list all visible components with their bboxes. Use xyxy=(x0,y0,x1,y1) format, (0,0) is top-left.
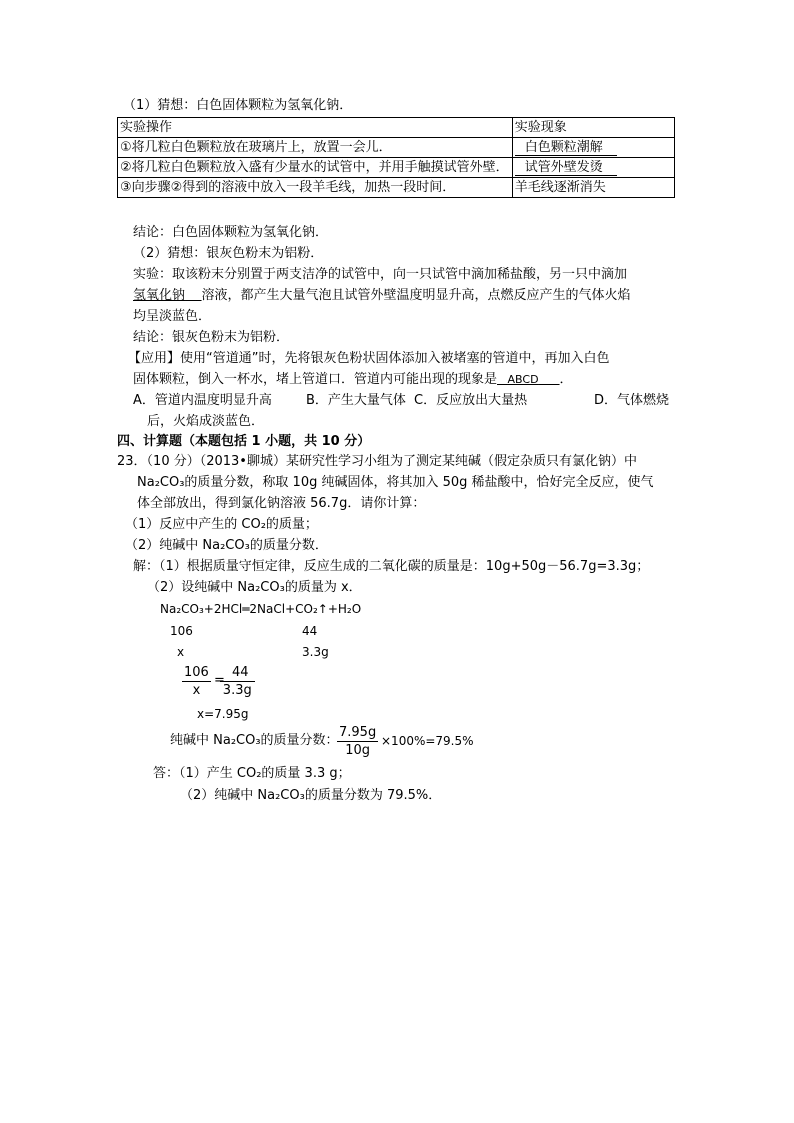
text: ． xyxy=(559,372,573,387)
phenomenon-cell xyxy=(512,158,674,178)
experiment-line-2 xyxy=(133,288,631,304)
guess-2: （2）猜想：银灰色粉末为铝粉． xyxy=(133,246,324,261)
question-sub-1: （1）反应中产生的 CO₂的质量； xyxy=(125,517,318,532)
answer-blank: 白色颗粒潮解 xyxy=(515,140,617,156)
option-b: B．产生大量气体 xyxy=(306,393,406,408)
question-line-3: 体全部放出，得到氯化钠溶液 56.7g．请你计算： xyxy=(137,496,426,511)
ratio-left xyxy=(182,664,211,699)
option-a: A．管道内温度明显升高 xyxy=(133,393,272,408)
table-row xyxy=(118,178,675,198)
answer-text: 氢氧化钠 xyxy=(133,288,186,303)
ratio-right xyxy=(220,664,255,699)
text: 溶液，都产生大量气泡且试管外壁温度明显升高，点燃反应产生的气体火焰 xyxy=(201,288,631,303)
conclusion-1: 结论：白色固体颗粒为氢氧化钠． xyxy=(133,225,329,240)
phenomenon-cell xyxy=(512,138,674,158)
chemical-equation: Na₂CO₃+2HCl═2NaCl+CO₂↑+H₂O xyxy=(160,602,362,616)
question-sub-2: （2）纯碱中 Na₂CO₃的质量分数． xyxy=(125,538,328,553)
table-row xyxy=(118,138,675,158)
denominator: 3.3g xyxy=(222,683,252,698)
header-operation: 实验操作 xyxy=(118,118,513,138)
operation-cell: ③向步骤②得到的溶液中放入一段羊毛线，加热一段时间． xyxy=(118,178,513,198)
operation-cell: ①将几粒白色颗粒放在玻璃片上，放置一会儿． xyxy=(118,138,513,158)
solution-line-1: 解：（1）根据质量守恒定律，反应生成的二氧化碳的质量是：10g+50g－56.7g=3.3g； xyxy=(133,559,650,574)
text: 固体颗粒，倒入一杯水，堵上管道口．管道内可能出现的现象是 xyxy=(133,372,498,387)
experiment-table xyxy=(117,117,675,198)
experiment-line-3: 均呈淡蓝色． xyxy=(133,309,212,324)
denominator: 10g xyxy=(345,743,370,758)
answer-blank: 试管外壁发烫 xyxy=(515,160,617,176)
answer-blank xyxy=(497,373,560,386)
operation-cell: ②将几粒白色颗粒放入盛有少量水的试管中，并用手触摸试管外壁． xyxy=(118,158,513,178)
solution-line-2: （2）设纯碱中 Na₂CO₃的质量为 x． xyxy=(147,580,362,595)
denominator: x xyxy=(192,683,201,698)
answer-line-2: （2）纯碱中 Na₂CO₃的质量分数为 79.5%． xyxy=(180,788,442,803)
conclusion-2: 结论：银灰色粉末为铝粉． xyxy=(133,330,290,345)
mass-co2: 3.3g xyxy=(302,645,329,659)
molar-mass-co2: 44 xyxy=(302,624,318,638)
fraction-label: 纯碱中 Na₂CO₃的质量分数： xyxy=(170,733,339,748)
option-d-continued: 后，火焰成淡蓝色． xyxy=(147,414,265,429)
answer-blank xyxy=(133,288,202,303)
numerator: 7.95g xyxy=(339,725,377,740)
question-line-1: 23．（10 分）（2013•聊城）某研究性学习小组为了测定某纯碱（假定杂质只有氯化钠）中 xyxy=(117,454,637,469)
text: 实验：取该粉末分别置于两支洁净的试管中，向一只试管中滴加稀盐酸，另一只中滴加 xyxy=(133,267,628,282)
application-line-2 xyxy=(133,372,573,388)
table-header-row xyxy=(118,118,675,138)
numerator: 44 xyxy=(220,664,255,682)
option-d: D．气体燃烧 xyxy=(594,393,670,408)
guess-1: （1）猜想：白色固体颗粒为氢氧化钠． xyxy=(123,98,353,113)
unknown-x: x xyxy=(177,645,185,659)
table-row xyxy=(118,158,675,178)
numerator: 106 xyxy=(184,665,209,680)
question-line-2: Na₂CO₃的质量分数，称取 10g 纯碱固体，将其加入 50g 稀盐酸中，恰好完全反应，使气 xyxy=(137,475,654,490)
mass-fraction xyxy=(337,724,378,759)
section-heading: 四、计算题（本题包括 1 小题，共 10 分） xyxy=(117,434,371,449)
molar-mass-na2co3: 106 xyxy=(170,624,193,638)
option-c: C．反应放出大量热 xyxy=(414,393,528,408)
x-result: x=7.95g xyxy=(197,707,249,721)
application-line-1: 【应用】使用“管道通”时，先将银灰色粉状固体添加入被堵塞的管道中，再加入白色 xyxy=(128,351,610,366)
header-phenomenon: 实验现象 xyxy=(512,118,674,138)
phenomenon-cell: 羊毛线逐渐消失 xyxy=(512,178,674,198)
answer-line-1: 答：（1）产生 CO₂的质量 3.3 g； xyxy=(153,766,351,781)
experiment-line-1 xyxy=(133,267,635,283)
answer-text: ABCD xyxy=(507,373,539,386)
equals-sign: = xyxy=(214,673,225,688)
fraction-result: ×100%=79.5% xyxy=(381,734,474,748)
